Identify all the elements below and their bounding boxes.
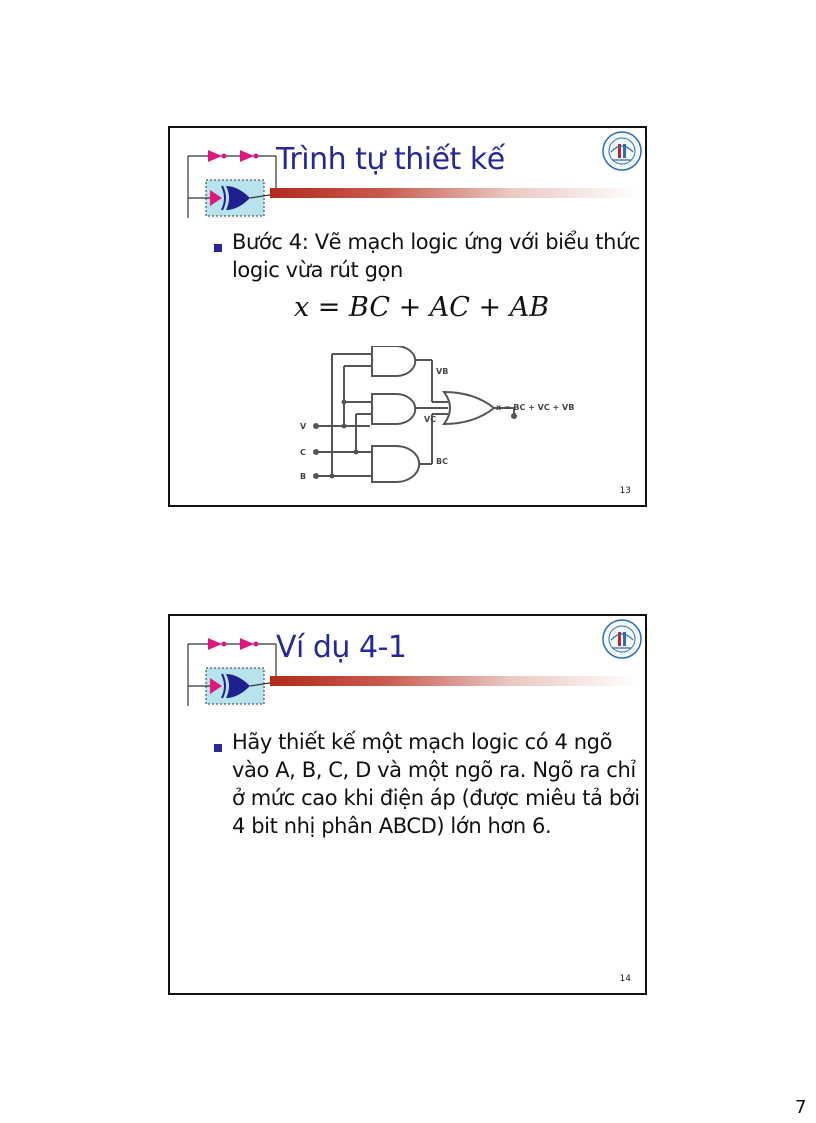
input-label-b: B (300, 472, 307, 481)
slide-title: Trình tự thiết kế (276, 142, 505, 177)
input-label-v: V (300, 422, 307, 431)
logic-gate-logo-icon (186, 142, 278, 224)
title-underline-bar (270, 676, 640, 686)
slide-number: 14 (619, 974, 631, 984)
bullet-marker (214, 744, 222, 752)
university-emblem-icon (601, 130, 643, 172)
logic-formula: x = BC + AC + AB (294, 292, 550, 323)
slide-title: Ví dụ 4-1 (276, 630, 407, 665)
bullet-marker (214, 244, 222, 252)
gate-output-label-vb: VB (436, 367, 449, 376)
circuit-output-label: x = BC + VC + VB (496, 403, 575, 412)
bullet-text: Bước 4: Vẽ mạch logic ứng với biểu thức logic vừa rút gọn (232, 230, 641, 282)
logic-gate-logo-icon (186, 630, 278, 712)
gate-output-label-vc: VC (424, 415, 437, 424)
page-number: 7 (795, 1097, 807, 1118)
or-gate (444, 392, 494, 424)
slide-number: 13 (619, 486, 631, 496)
title-underline-bar (270, 188, 640, 198)
input-label-c: C (300, 448, 306, 457)
gate-output-label-bc: BC (436, 457, 448, 466)
logic-circuit-diagram (298, 346, 598, 486)
slide-14 (168, 614, 647, 995)
and-gate-2 (372, 394, 415, 424)
slide-13 (168, 126, 647, 507)
bullet-text: Hãy thiết kế một mạch logic có 4 ngõ vào A, B, C, D và một ngõ ra. Ngõ ra chỉ ở mức cao khi điện áp (được miêu tả bởi 4 bit nhị phân ABCD) lớn hơn 6. (232, 730, 640, 838)
and-gate-1 (372, 346, 415, 376)
university-emblem-icon (601, 618, 643, 660)
and-gate-3 (372, 446, 419, 482)
